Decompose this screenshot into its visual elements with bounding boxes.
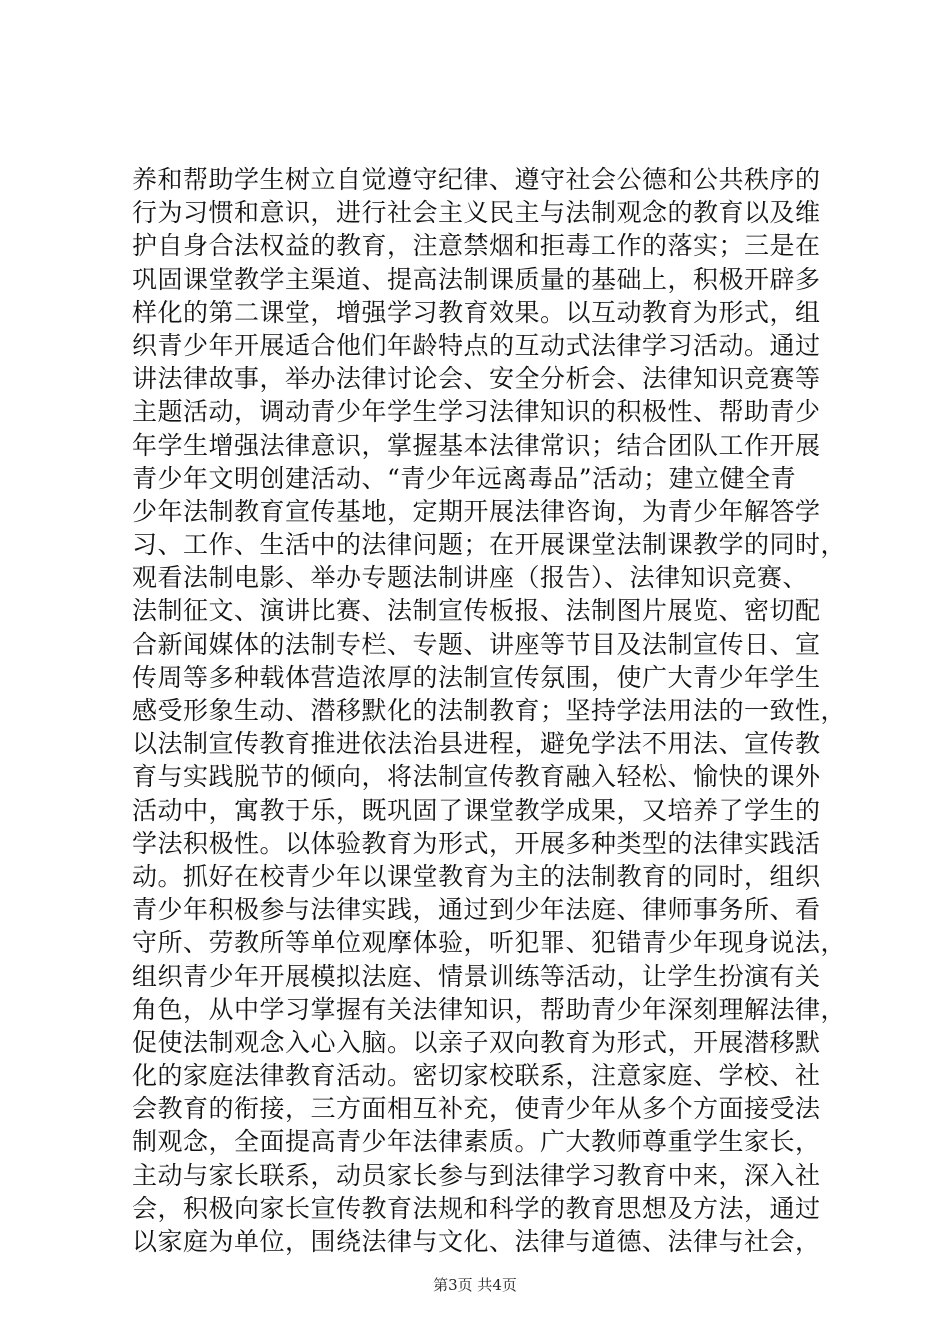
text-line: 制观念，全面提高青少年法律素质。广大教师尊重学生家长，	[132, 1127, 821, 1157]
text-line: 以法制宣传教育推进依法治县进程，避免学法不用法、宣传教	[132, 729, 821, 759]
page-footer	[0, 1274, 950, 1295]
text-line: 会教育的衔接，三方面相互补充，使青少年从多个方面接受法	[132, 1094, 821, 1124]
text-line: 育与实践脱节的倾向，将法制宣传教育融入轻松、愉快的课外	[132, 762, 821, 792]
body-paragraph	[132, 163, 852, 1258]
text-line: 活动中，寓教于乐，既巩固了课堂教学成果，又培养了学生的	[132, 795, 821, 825]
page-number: 第3页 共4页	[433, 1276, 517, 1294]
text-line: 促使法制观念入心入脑。以亲子双向教育为形式，开展潜移默	[132, 1027, 821, 1057]
text-line: 护自身合法权益的教育，注意禁烟和拒毒工作的落实；三是在	[132, 231, 821, 261]
text-line: 法制征文、演讲比赛、法制宣传板报、法制图片展览、密切配	[132, 596, 821, 626]
text-line: 感受形象生动、潜移默化的法制教育；坚持学法用法的一致性，	[132, 696, 847, 725]
text-line: 织青少年开展适合他们年龄特点的互动式法律学习活动。通过	[132, 330, 821, 360]
text-line: 样化的第二课堂，增强学习教育效果。以互动教育为形式，组	[132, 297, 821, 327]
text-line: 以家庭为单位，围绕法律与文化、法律与道德、法律与社会，	[132, 1227, 821, 1256]
text-line: 主题活动，调动青少年学生学习法律知识的积极性、帮助青少	[132, 397, 821, 427]
text-line: 青少年积极参与法律实践，通过到少年法庭、律师事务所、看	[132, 895, 821, 925]
text-line: 青少年文明创建活动、“青少年远离毒品”活动；建立健全青	[132, 463, 797, 493]
text-line: 少年法制教育宣传基地，定期开展法律咨询，为青少年解答学	[132, 496, 821, 526]
text-line: 观看法制电影、举办专题法制讲座（报告）、法律知识竞赛、	[132, 563, 809, 593]
text-line: 动。抓好在校青少年以课堂教育为主的法制教育的同时，组织	[132, 861, 821, 891]
text-line: 组织青少年开展模拟法庭、情景训练等活动，让学生扮演有关	[132, 961, 821, 991]
text-line: 传周等多种载体营造浓厚的法制宣传氛围，使广大青少年学生	[132, 662, 821, 692]
text-line: 行为习惯和意识，进行社会主义民主与法制观念的教育以及维	[132, 198, 821, 228]
text-line: 守所、劳教所等单位观摩体验，听犯罪、犯错青少年现身说法，	[132, 928, 847, 958]
text-line: 主动与家长联系，动员家长参与到法律学习教育中来，深入社	[132, 1160, 821, 1190]
text-line: 年学生增强法律意识，掌握基本法律常识；结合团队工作开展	[132, 430, 821, 460]
text-line: 学法积极性。以体验教育为形式，开展多种类型的法律实践活	[132, 828, 821, 858]
text-line: 养和帮助学生树立自觉遵守纪律、遵守社会公德和公共秩序的	[132, 165, 821, 194]
text-line: 角色，从中学习掌握有关法律知识，帮助青少年深刻理解法律，	[132, 994, 847, 1024]
text-line: 巩固课堂教学主渠道、提高法制课质量的基础上，积极开辟多	[132, 264, 821, 294]
text-line: 会，积极向家长宣传教育法规和科学的教育思想及方法，通过	[132, 1193, 821, 1223]
text-line: 讲法律故事，举办法律讨论会、安全分析会、法律知识竞赛等	[132, 364, 821, 394]
text-line: 化的家庭法律教育活动。密切家校联系，注意家庭、学校、社	[132, 1061, 821, 1091]
text-line: 合新闻媒体的法制专栏、专题、讲座等节目及法制宣传日、宣	[132, 629, 821, 659]
text-line: 习、工作、生活中的法律问题；在开展课堂法制课教学的同时，	[132, 530, 847, 560]
